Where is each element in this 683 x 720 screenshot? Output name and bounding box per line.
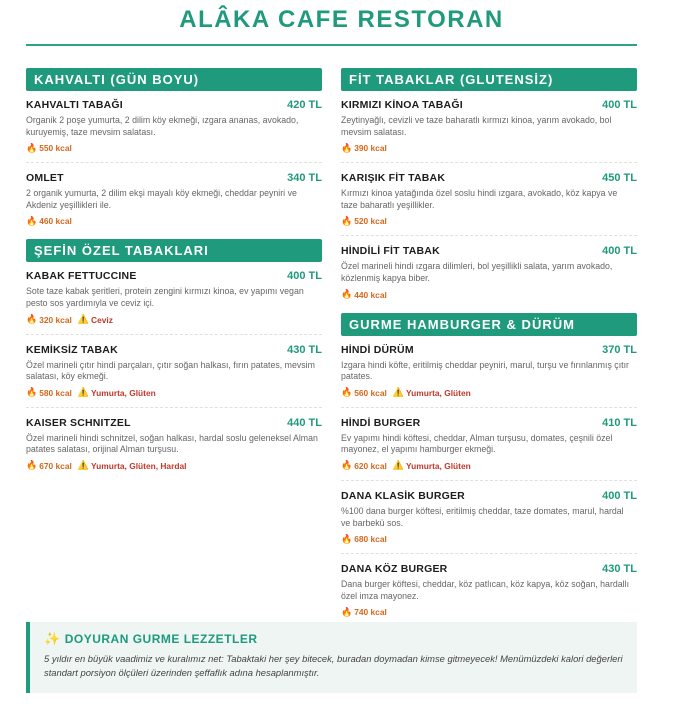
item-price: 400 TL bbox=[602, 245, 637, 258]
calorie-count: 580 kcal bbox=[39, 387, 72, 398]
item-meta bbox=[341, 387, 637, 399]
item-divider bbox=[341, 480, 637, 481]
menu-item bbox=[341, 344, 637, 399]
item-name: DANA KÖZ BURGER bbox=[341, 563, 448, 576]
calorie-count: 680 kcal bbox=[354, 534, 387, 545]
allergen-info: Yumurta, Glüten bbox=[406, 387, 471, 398]
calorie-count: 520 kcal bbox=[354, 216, 387, 227]
item-divider bbox=[341, 162, 637, 163]
calorie-count: 620 kcal bbox=[354, 460, 387, 471]
calorie-count: 560 kcal bbox=[354, 387, 387, 398]
menu-item bbox=[341, 563, 637, 618]
item-divider bbox=[26, 407, 322, 408]
item-name: KAHVALTI TABAĞI bbox=[26, 99, 123, 111]
menu-item bbox=[26, 417, 322, 472]
info-title-row bbox=[44, 631, 623, 647]
left-column bbox=[26, 68, 322, 472]
item-name: KABAK FETTUCCINE bbox=[26, 270, 137, 283]
item-name: HİNDİ DÜRÜM bbox=[341, 343, 414, 356]
item-meta bbox=[26, 460, 322, 472]
item-price: 450 TL bbox=[602, 172, 637, 185]
item-description: Özel marineli hindi ızgara dilimleri, bol yeşillikli salata, yarım avokado, közlenmiş kapya biber. bbox=[341, 261, 613, 283]
menu-section bbox=[341, 68, 637, 301]
item-name: KAISER SCHNITZEL bbox=[26, 416, 131, 429]
fire-icon: 🔥 bbox=[341, 289, 353, 300]
item-name: KEMİKSİZ TABAK bbox=[26, 343, 118, 356]
allergen-info: Ceviz bbox=[91, 314, 113, 325]
section-header: KAHVALTI (GÜN BOYU) bbox=[26, 68, 322, 91]
item-header bbox=[26, 172, 322, 187]
fire-icon: 🔥 bbox=[341, 142, 353, 153]
fire-icon: 🔥 bbox=[341, 387, 353, 398]
item-description: %100 dana burger köftesi, eritilmiş cheddar, taze domates, marul, hardal ve barbekü sos. bbox=[341, 505, 624, 528]
item-divider bbox=[26, 162, 322, 163]
right-column bbox=[341, 68, 637, 618]
menu-item bbox=[26, 270, 322, 325]
allergen-info: Yumurta, Glüten, Hardal bbox=[91, 460, 187, 471]
item-header bbox=[341, 417, 637, 432]
calorie-count: 550 kcal bbox=[39, 143, 72, 154]
warning-icon: ⚠️ bbox=[392, 387, 405, 398]
fire-icon: 🔥 bbox=[26, 460, 38, 471]
info-title: DOYURAN GURME LEZZETLER bbox=[64, 632, 258, 646]
allergen-info: Yumurta, Glüten bbox=[406, 460, 471, 471]
item-name: OMLET bbox=[26, 172, 64, 185]
item-meta bbox=[341, 460, 637, 472]
item-divider bbox=[26, 334, 322, 335]
item-meta bbox=[341, 215, 637, 227]
item-price: 400 TL bbox=[287, 270, 322, 283]
item-header bbox=[26, 270, 322, 285]
item-divider bbox=[341, 235, 637, 236]
item-name: KIRMIZI KİNOA TABAĞI bbox=[341, 99, 463, 111]
item-meta bbox=[341, 606, 637, 618]
warning-icon: ⚠️ bbox=[77, 460, 90, 471]
item-price: 340 TL bbox=[287, 172, 322, 185]
item-description: Izgara hindi köfte, eritilmiş cheddar peyniri, marul, turşu ve fırınlanmış çıtır patates. bbox=[341, 359, 629, 382]
section-header: FİT TABAKLAR (GLUTENSİZ) bbox=[341, 68, 637, 91]
calorie-count: 740 kcal bbox=[354, 607, 387, 618]
fire-icon: 🔥 bbox=[341, 533, 353, 544]
item-description: Sote taze kabak şeritleri, protein zengini kırmızı kinoa, ev yapımı vegan pesto sos yardımıyla ve ceviz içi. bbox=[26, 286, 304, 308]
item-meta bbox=[26, 215, 322, 227]
menu-section bbox=[26, 239, 322, 472]
item-divider bbox=[341, 407, 637, 408]
item-name: HİNDİ BURGER bbox=[341, 416, 421, 429]
item-description: Özel marineli çıtır hindi parçaları, çıtır soğan halkası, fırın patates, mevsim salatası, köy ekmeği. bbox=[26, 359, 315, 382]
menu-section bbox=[341, 313, 637, 619]
menu-item bbox=[341, 172, 637, 227]
item-price: 400 TL bbox=[602, 99, 637, 111]
item-header bbox=[341, 563, 637, 578]
item-price: 370 TL bbox=[602, 343, 637, 356]
menu-item bbox=[341, 417, 637, 472]
item-description: Organik 2 poşe yumurta, 2 dilim köy ekmeği, ızgara ananas, avokado, kuruyemiş, taze mevsim salatası. bbox=[26, 115, 299, 137]
warning-icon: ⚠️ bbox=[77, 387, 90, 398]
item-header bbox=[341, 99, 637, 114]
item-header bbox=[341, 344, 637, 359]
allergen-info: Yumurta, Glüten bbox=[91, 387, 156, 398]
item-meta bbox=[341, 289, 637, 301]
item-header bbox=[26, 417, 322, 432]
item-meta bbox=[341, 142, 637, 154]
calorie-count: 440 kcal bbox=[354, 289, 387, 300]
section-spacer bbox=[341, 301, 637, 313]
fire-icon: 🔥 bbox=[26, 142, 38, 153]
calorie-count: 390 kcal bbox=[354, 143, 387, 154]
item-price: 430 TL bbox=[287, 343, 322, 356]
calorie-count: 670 kcal bbox=[39, 460, 72, 471]
item-meta bbox=[341, 533, 637, 545]
item-meta bbox=[26, 387, 322, 399]
fire-icon: 🔥 bbox=[26, 314, 38, 325]
calorie-count: 320 kcal bbox=[39, 314, 72, 325]
menu-item bbox=[341, 99, 637, 154]
item-header bbox=[341, 245, 637, 260]
warning-icon: ⚠️ bbox=[77, 314, 90, 325]
menu-item bbox=[26, 172, 322, 227]
item-description: Kırmızı kinoa yatağında özel soslu hindi ızgara, avokado, köz kapya ve taze baharatlı yeşillikler. bbox=[341, 188, 618, 210]
fire-icon: 🔥 bbox=[341, 606, 353, 617]
item-price: 410 TL bbox=[602, 416, 637, 429]
section-header: GURME HAMBURGER & DÜRÜM bbox=[341, 313, 637, 336]
item-header bbox=[341, 172, 637, 187]
title-divider bbox=[26, 44, 637, 46]
item-name: HİNDİLİ FİT TABAK bbox=[341, 245, 440, 258]
menu-section bbox=[26, 68, 322, 227]
item-description: Dana burger köftesi, cheddar, köz patlıcan, köz kapya, köz soğan, hardallı özel imza mayonez. bbox=[341, 579, 630, 601]
menu-item bbox=[26, 344, 322, 399]
item-description: Ev yapımı hindi köftesi, cheddar, Alman turşusu, domates, çeşnili özel mayonez, el yapımı hamburger ekmeği. bbox=[341, 432, 613, 455]
info-text: 5 yıldır en büyük vaadimiz ve kuralımız net: Tabaktaki her şey bitecek, buradan doymadan kimse gitmeyecek! Menümüzdeki kalori değerleri standart porsiyon ölçüleri üzerinden şeffaflık adına hesaplanmıştır. bbox=[44, 653, 623, 678]
item-price: 400 TL bbox=[602, 489, 637, 502]
item-name: KARIŞIK FİT TABAK bbox=[341, 172, 446, 185]
item-meta bbox=[26, 142, 322, 154]
item-price: 440 TL bbox=[287, 416, 322, 429]
item-description: Özel marineli hindi schnitzel, soğan halkası, hardal soslu geleneksel Alman patates salatası, orijinal Alman turşusu. bbox=[26, 432, 318, 455]
sparkle-icon: ✨ bbox=[44, 631, 61, 646]
info-box bbox=[26, 622, 637, 693]
item-header bbox=[26, 344, 322, 359]
fire-icon: 🔥 bbox=[26, 387, 38, 398]
item-header bbox=[26, 99, 322, 114]
menu-item bbox=[341, 490, 637, 545]
item-divider bbox=[341, 553, 637, 554]
fire-icon: 🔥 bbox=[341, 215, 353, 226]
section-spacer bbox=[26, 227, 322, 239]
fire-icon: 🔥 bbox=[341, 460, 353, 471]
item-meta bbox=[26, 314, 322, 326]
item-price: 430 TL bbox=[602, 563, 637, 576]
item-price: 420 TL bbox=[287, 99, 322, 111]
menu-item bbox=[26, 99, 322, 154]
item-header bbox=[341, 490, 637, 505]
calorie-count: 460 kcal bbox=[39, 216, 72, 227]
fire-icon: 🔥 bbox=[26, 215, 38, 226]
section-header: ŞEFİN ÖZEL TABAKLARI bbox=[26, 239, 322, 262]
warning-icon: ⚠️ bbox=[392, 460, 405, 471]
item-description: 2 organik yumurta, 2 dilim ekşi mayalı köy ekmeği, cheddar peyniri ve Akdeniz yeşillikleri ile. bbox=[26, 188, 297, 210]
item-description: Zeytinyağlı, cevizli ve taze baharatlı kırmızı kinoa, yarım avokado, bol mevsim salatası. bbox=[341, 115, 612, 137]
page-title: ALÂKA CAFE RESTORAN bbox=[179, 6, 504, 33]
menu-item bbox=[341, 245, 637, 300]
item-name: DANA KLASİK BURGER bbox=[341, 489, 465, 502]
